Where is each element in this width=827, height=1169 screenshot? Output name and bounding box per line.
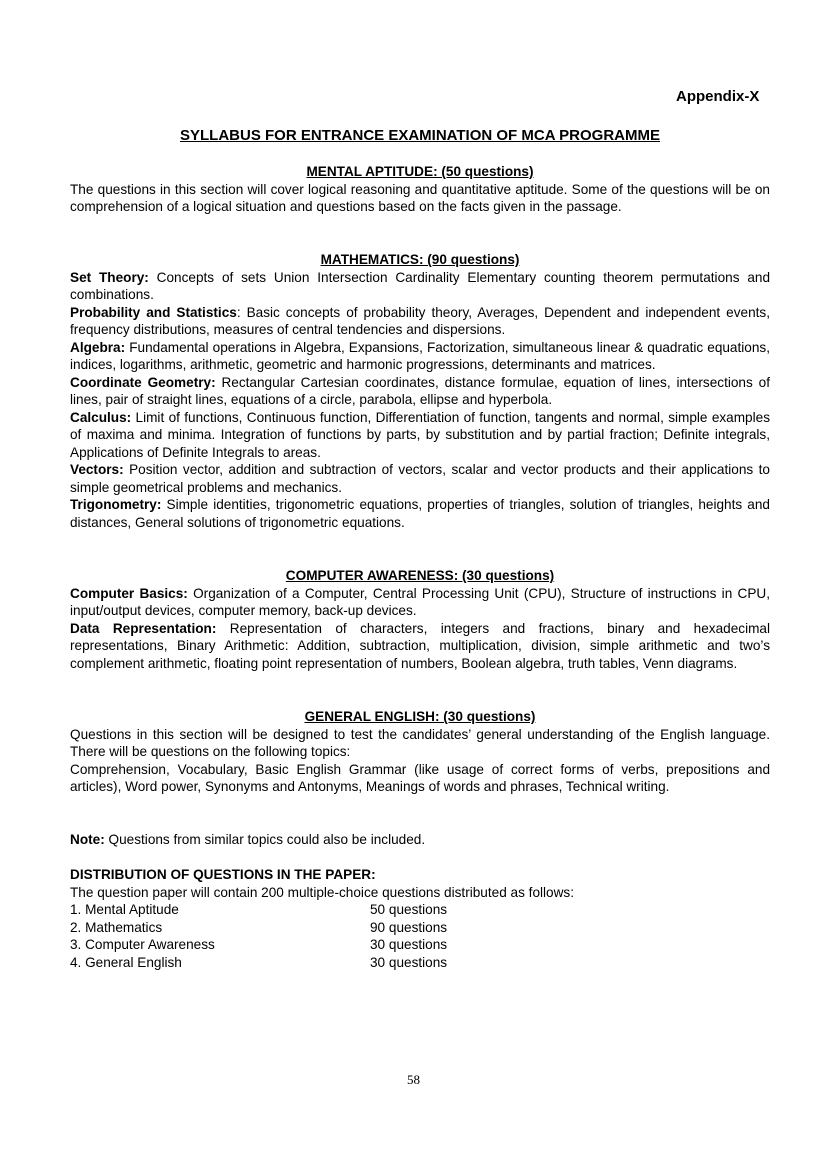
page-number: 58 [407,1072,420,1087]
math-item: Probability and Statistics: Basic concepts of probability theory, Averages, Dependent and independent events, frequency distributions, measures of central tendencies and dispersions. [70,304,770,337]
math-item: Coordinate Geometry: Rectangular Cartesian coordinates, distance formulae, equation of lines, intersections of lines, pair of straight lines, equations of a circle, parabola, ellipse and hyperbola. [70,374,770,407]
math-item: Trigonometry: Simple identities, trigonometric equations, properties of triangles, solution of triangles, heights and distances, General solutions of trigonometric equations. [70,497,770,530]
mathematics-section [70,251,770,531]
distribution-row: 4. General English 30 questions [70,954,448,970]
distribution-section [70,866,770,971]
computer-awareness-section [70,567,770,672]
math-item: Set Theory: Concepts of sets Union Intersection Cardinality Elementary counting theorem permutations and combinations. [70,269,771,302]
math-item: Algebra: Fundamental operations in Algebra, Expansions, Factorization, simultaneous linear & quadratic equations, indices, logarithms, arithmetic, geometric and harmonic progressions, determinants and matrices. [70,339,770,372]
computer-item: Data Representation: Representation of characters, integers and fractions, binary and hexadecimal representations, Binary Arithmetic: Addition, subtraction, multiplication, division, simple arithmetic and two’s complement arithmetic, floating point representation of numbers, Boolean algebra, truth tables, Venn diagrams. [70,620,770,671]
appendix-label: Appendix-X [676,88,760,105]
math-item: Vectors: Position vector, addition and subtraction of vectors, scalar and vector products and their applications to simple geometrical problems and mechanics. [70,462,770,495]
distribution-heading: DISTRIBUTION OF QUESTIONS IN THE PAPER: [70,867,376,882]
general-english-heading: GENERAL ENGLISH: (30 questions) [304,709,536,724]
distribution-row: 2. Mathematics 90 questions [70,919,448,935]
distribution-row: 3. Computer Awareness 30 questions [70,937,448,952]
mental-aptitude-text: The questions in this section will cover logical reasoning and quantitative aptitude. Some of the questions will be on comprehension of a logical situation and questions based on the facts given in the passage. [70,181,770,214]
distribution-intro: The question paper will contain 200 multiple-choice questions distributed as follows: [70,884,575,900]
computer-awareness-heading: COMPUTER AWARENESS: (30 questions) [285,568,555,583]
document-title: SYLLABUS FOR ENTRANCE EXAMINATION OF MCA PROGRAMME [180,127,660,144]
general-english-text-1: Questions in this section will be designed to test the candidates’ general understanding of the English language. There will be questions on the following topics: [70,726,770,759]
mental-aptitude-heading: MENTAL APTITUDE: (50 questions) [306,164,534,179]
general-english-section [70,708,770,796]
note-section [70,831,770,849]
mathematics-heading: MATHEMATICS: (90 questions) [320,252,520,267]
note-text: Note: Questions from similar topics could also be included. [70,832,426,847]
mental-aptitude-section [70,163,770,216]
general-english-text-2: Comprehension, Vocabulary, Basic English Grammar (like usage of correct forms of verbs, prepositions and articles), Word power, Synonyms and Antonyms, Meanings of words and phrases, Technical writing. [70,761,770,794]
math-item: Calculus: Limit of functions, Continuous function, Differentiation of function, tangents and normal, simple examples of maxima and minima. Integration of functions by parts, by substitution and by partial fraction; Definite integrals, Applications of Definite Integrals to areas. [70,409,770,460]
distribution-row: 1. Mental Aptitude 50 questions [70,902,448,917]
computer-item: Computer Basics: Organization of a Computer, Central Processing Unit (CPU), Structure of instructions in CPU, input/output devices, computer memory, back-up devices. [70,585,770,618]
